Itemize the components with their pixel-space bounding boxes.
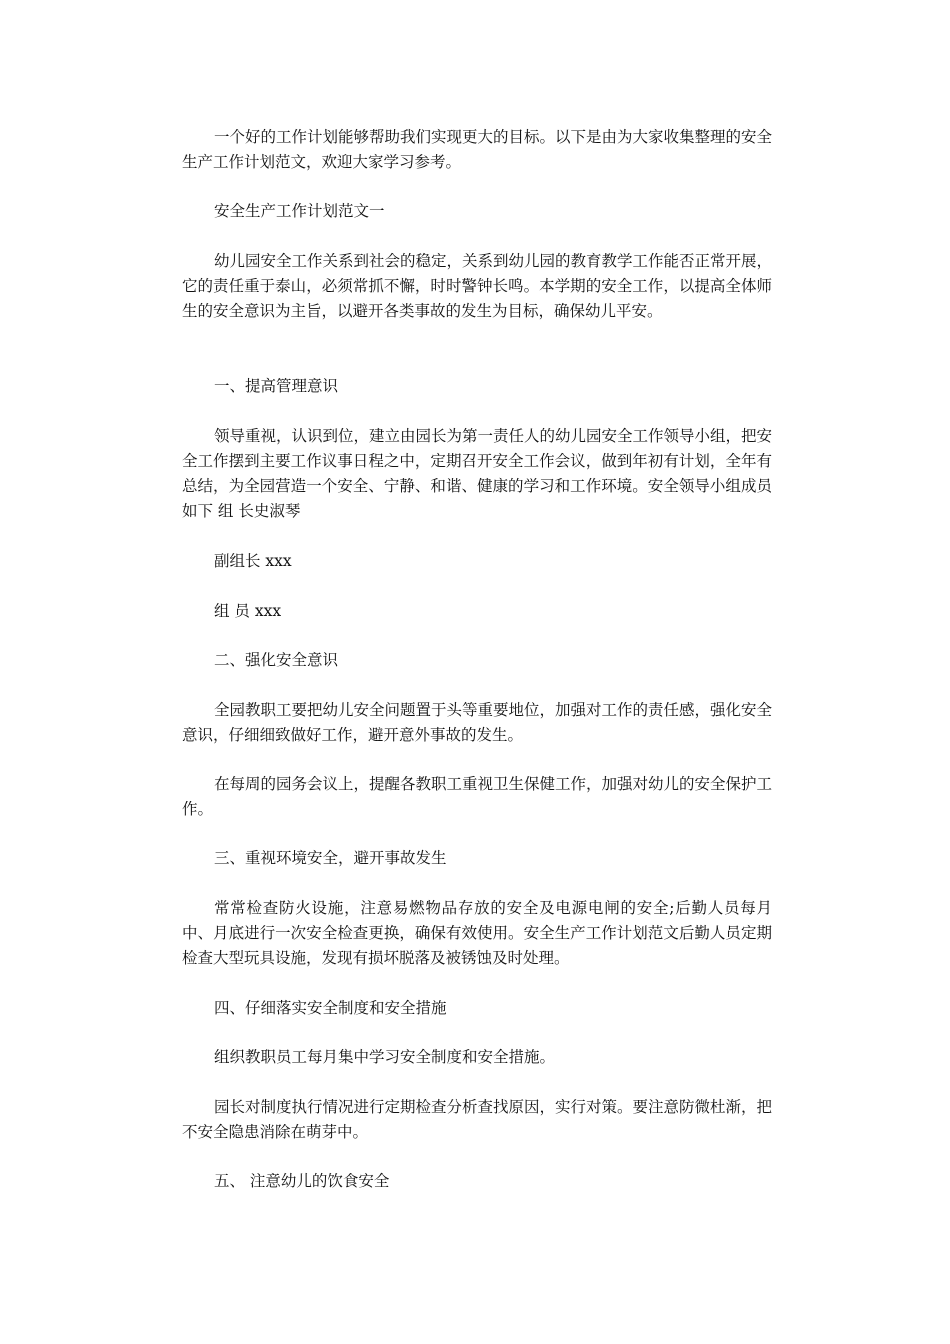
body-paragraph-staff-responsibility: 全园教职工要把幼儿安全问题置于头等重要地位，加强对工作的责任感，强化安全意识，仔细细致做好工作，避开意外事故的发生。 xyxy=(182,701,773,744)
body-paragraph-monthly-study: 组织教职员工每月集中学习安全制度和安全措施。 xyxy=(214,1048,556,1066)
heading-environment-safety: 三、重视环境安全，避开事故发生 xyxy=(214,849,447,867)
members-line: 组 员 xxx xyxy=(214,602,282,620)
intro-paragraph: 一个好的工作计划能够帮助我们实现更大的目标。以下是由为大家收集整理的安全生产工作计划范文，欢迎大家学习参考。 xyxy=(182,128,773,171)
body-paragraph-weekly-meeting: 在每周的园务会议上，提醒各教职工重视卫生保健工作，加强对幼儿的安全保护工作。 xyxy=(182,775,773,818)
body-paragraph-fire-inspection: 常常检查防火设施，注意易燃物品存放的安全及电源电闸的安全;后勤人员每月中、月底进行一次安全检查更换，确保有效使用。安全生产工作计划范文后勤人员定期检查大型玩具设施，发现有损坏脱落及被锈蚀及时处理。 xyxy=(182,899,772,967)
body-paragraph-director-checks: 园长对制度执行情况进行定期检查分析查找原因，实行对策。要注意防微杜渐，把不安全隐患消除在萌芽中。 xyxy=(182,1098,773,1141)
heading-food-safety: 五、 注意幼儿的饮食安全 xyxy=(214,1172,390,1190)
heading-safety-awareness: 二、强化安全意识 xyxy=(214,651,339,669)
heading-safety-measures: 四、仔细落实安全制度和安全措施 xyxy=(214,999,447,1017)
heading-management-awareness: 一、提高管理意识 xyxy=(214,377,339,395)
body-paragraph-overview: 幼儿园安全工作关系到社会的稳定，关系到幼儿园的教育教学工作能否正常开展，它的责任重于泰山，必须常抓不懈，时时警钟长鸣。本学期的安全工作，以提高全体师生的安全意识为主旨，以避开各类事故的发生为目标，确保幼儿平安。 xyxy=(182,252,773,320)
body-paragraph-leadership: 领导重视，认识到位，建立由园长为第一责任人的幼儿园安全工作领导小组，把安全工作摆到主要工作议事日程之中，定期召开安全工作会议，做到年初有计划，全年有总结，为全园营造一个安全、宁静、和谐、健康的学习和工作环境。安全领导小组成员如下 组 长史淑琴 xyxy=(182,427,773,520)
section-title-plan-one: 安全生产工作计划范文一 xyxy=(214,202,385,220)
deputy-leader-line: 副组长 xxx xyxy=(214,552,292,570)
